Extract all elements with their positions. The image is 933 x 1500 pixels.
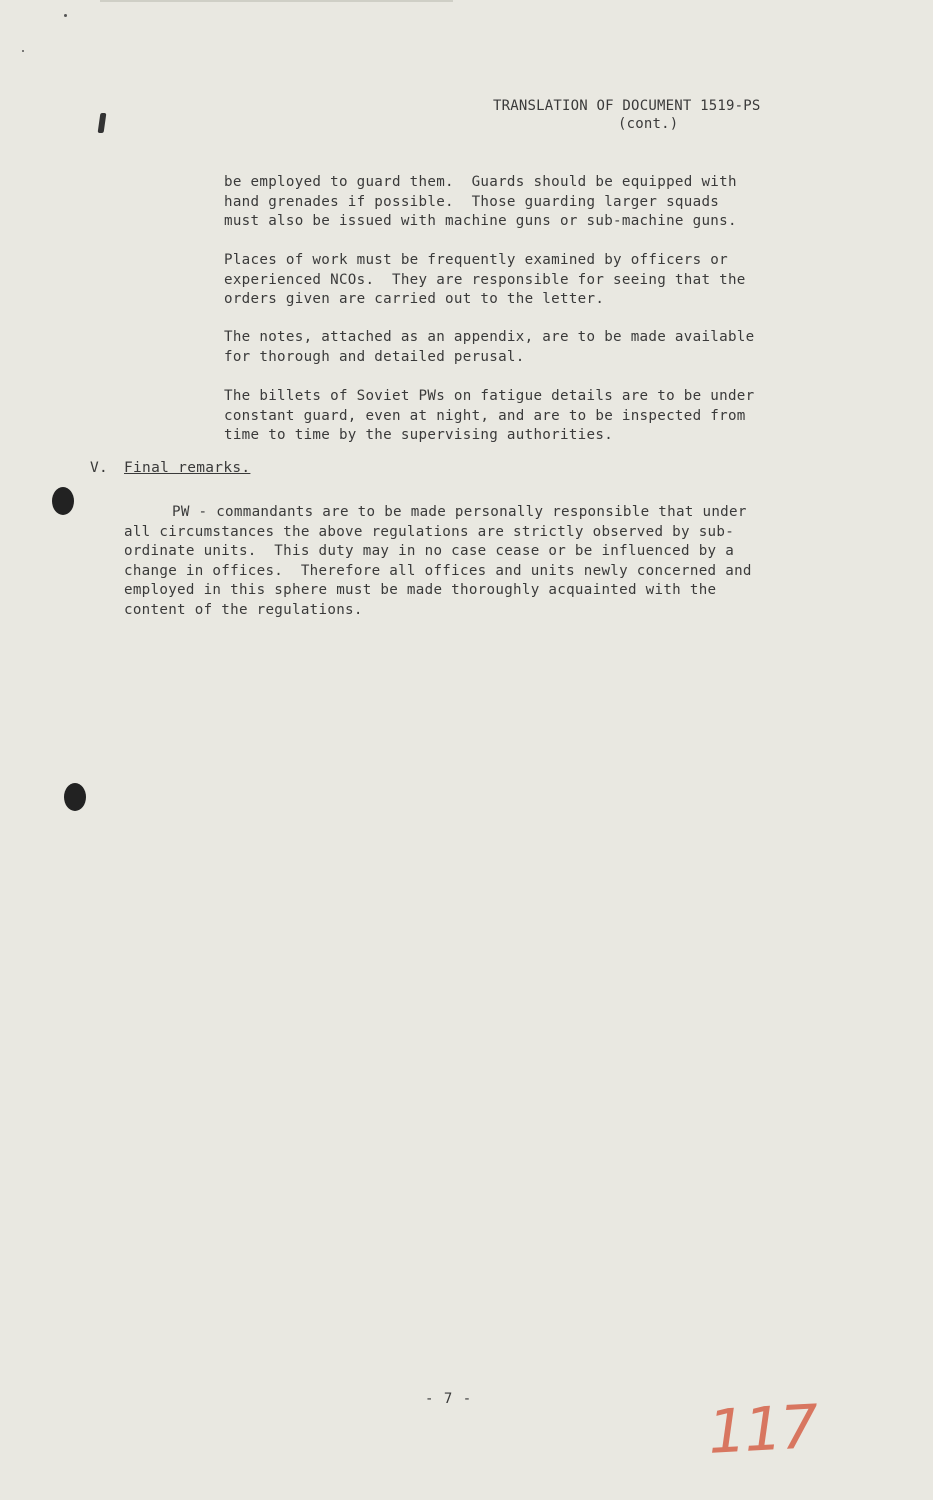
ink-mark: [98, 113, 107, 133]
paragraph-final-remarks: [124, 503, 752, 620]
text-line: all circumstances the above regulations are strictly observed by sub-: [124, 523, 735, 540]
text-line: change in offices. Therefore all offices and units newly concerned and: [124, 562, 752, 579]
text-line: orders given are carried out to the letter.: [224, 291, 605, 307]
section-title: Final remarks.: [124, 460, 251, 476]
punch-hole-bottom: [64, 783, 86, 811]
text-line: PW - commandants are to be made personally responsible that under: [172, 504, 747, 520]
document-heading: [493, 97, 793, 133]
text-line: experienced NCOs. They are responsible for seeing that the: [224, 271, 746, 288]
heading-continued: (cont.): [618, 116, 679, 132]
paragraph-places-of-work: [224, 251, 746, 310]
paper-speck: [64, 14, 67, 17]
text-line: constant guard, even at night, and are to be inspected from: [224, 407, 746, 424]
page-number: - 7 -: [425, 1391, 473, 1407]
text-line: The billets of Soviet PWs on fatigue details are to be under: [224, 388, 755, 404]
paragraph-notes: [224, 328, 755, 367]
text-line: hand grenades if possible. Those guarding larger squads: [224, 193, 720, 210]
top-edge-line: [100, 0, 453, 2]
text-line: time to time by the supervising authorities.: [224, 427, 614, 443]
text-line: must also be issued with machine guns or sub-machine guns.: [224, 213, 737, 229]
paragraph-guards: [224, 173, 737, 232]
text-line: for thorough and detailed perusal.: [224, 348, 525, 365]
text-line: content of the regulations.: [124, 601, 363, 618]
section-heading: [90, 460, 250, 476]
text-line: Places of work must be frequently examined by officers or: [224, 252, 728, 268]
punch-hole-top: [52, 487, 74, 515]
handwritten-page-number: 117: [706, 1392, 819, 1468]
text-line: employed in this sphere must be made thoroughly acquainted with the: [124, 582, 717, 598]
heading-title: TRANSLATION OF DOCUMENT 1519-PS: [493, 98, 761, 114]
section-number: V.: [90, 460, 109, 476]
paper-speck: [22, 50, 24, 52]
text-line: The notes, attached as an appendix, are to be made available: [224, 329, 755, 345]
text-line: ordinate units. This duty may in no case cease or be influenced by a: [124, 543, 735, 559]
text-line: be employed to guard them. Guards should be equipped with: [224, 174, 737, 190]
paragraph-billets: [224, 387, 755, 446]
